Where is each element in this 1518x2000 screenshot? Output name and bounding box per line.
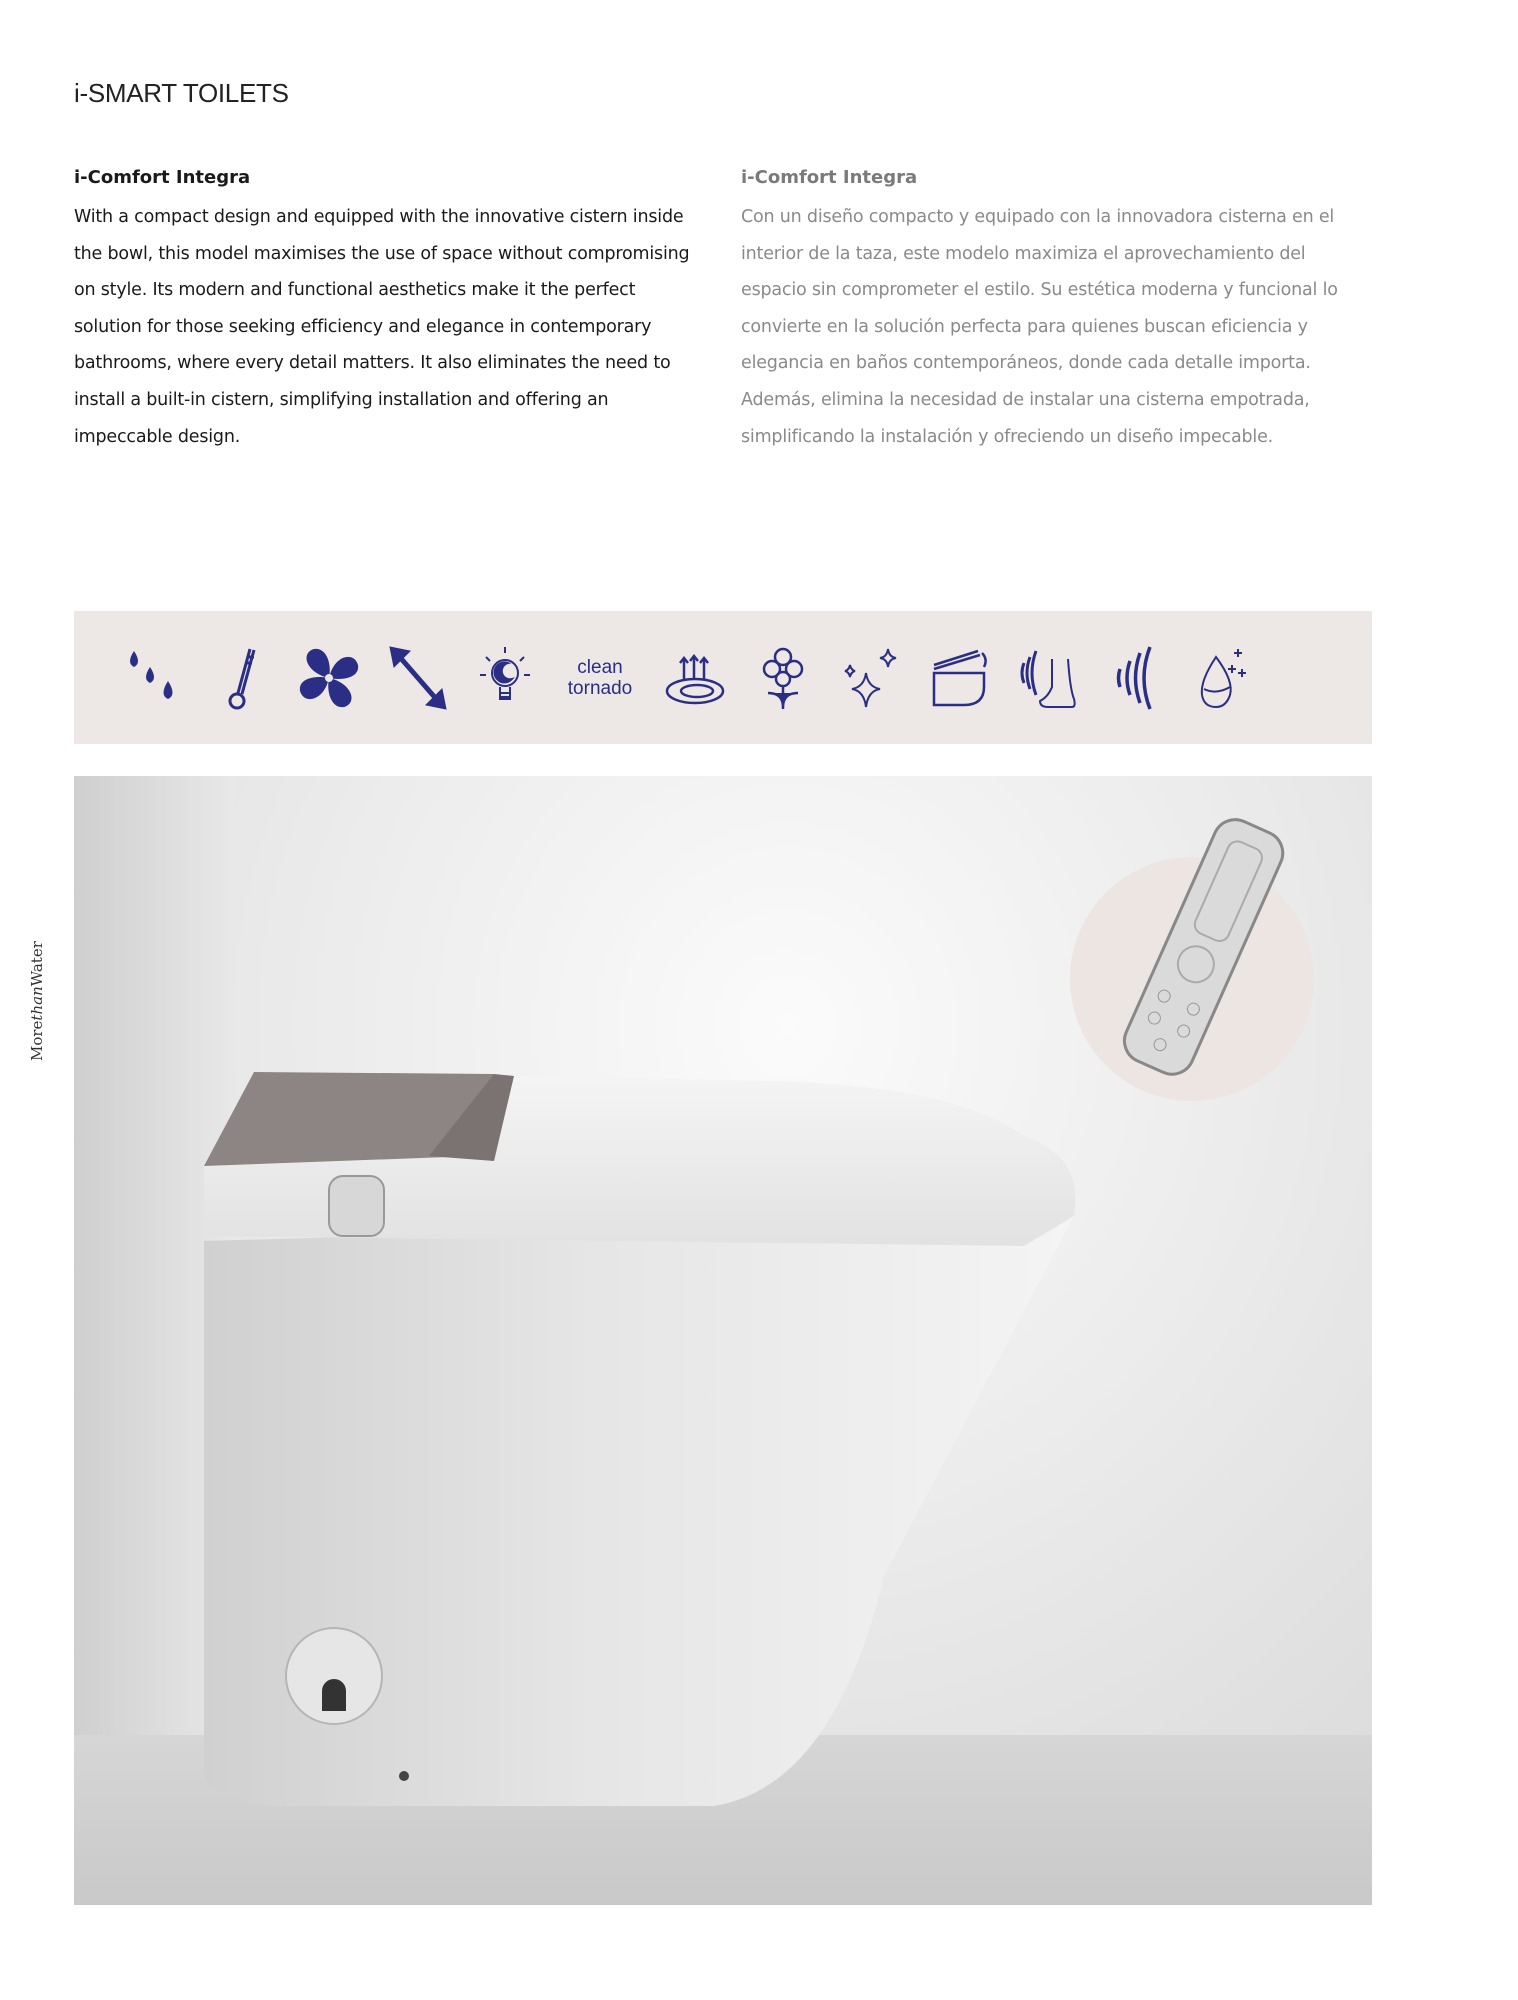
clean-tornado-label-1: clean (577, 656, 623, 678)
english-description (74, 163, 704, 455)
deodorizer-flower-icon (750, 643, 816, 713)
clean-tornado-label-2: tornado (567, 677, 633, 699)
product-text: With a compact design and equipped with the innovative cistern inside the bowl, this model maximises the use of space without compromising on style. Its modern and functional aesthetics make it the perfect solution for those seeking efficiency and elegance in contemporary bathrooms, where every detail matters. It also eliminates the need to install a built-in cistern, simplifying installation and offering an impeccable design. (74, 207, 690, 447)
feature-icons-band (74, 611, 1372, 744)
brand-logo (28, 940, 50, 1062)
spanish-description (741, 163, 1371, 455)
logo-part: than (28, 986, 46, 1021)
thermometer-icon (208, 643, 274, 713)
product-text-es: Con un diseño compacto y equipado con la innovadora cisterna en el interior de la taza, este modelo maximiza el aprovechamiento del espacio sin comprometer el estilo. Su estética moderna y funcional lo convierte en la solución perfecta para quienes buscan eficiencia y elegancia en baños contemporáneos, donde cada detalle importa. Además, elimina la necesidad de instalar una cisterna empotrada, simplificando la instalación y ofreciendo un diseño impecable. (741, 207, 1338, 447)
product-name-es: i-Comfort Integra (741, 167, 918, 188)
night-light-icon (472, 643, 538, 713)
clean-tornado-icon (560, 643, 640, 713)
foot-sensor-icon (1014, 643, 1080, 713)
adjust-arrows-icon (384, 643, 450, 713)
water-ionizer-icon (1190, 643, 1256, 713)
page-title: i-SMART TOILETS (74, 78, 289, 108)
sparkle-clean-icon (838, 643, 904, 713)
water-drops-icon (120, 643, 186, 713)
fan-icon (296, 643, 362, 713)
proximity-sensor-icon (1102, 643, 1168, 713)
product-photo (74, 776, 1372, 1905)
product-name: i-Comfort Integra (74, 167, 251, 188)
logo-part: More (28, 1020, 46, 1061)
logo-part: Water (28, 941, 46, 987)
soft-close-lid-icon (926, 643, 992, 713)
heated-seat-icon (662, 643, 728, 713)
